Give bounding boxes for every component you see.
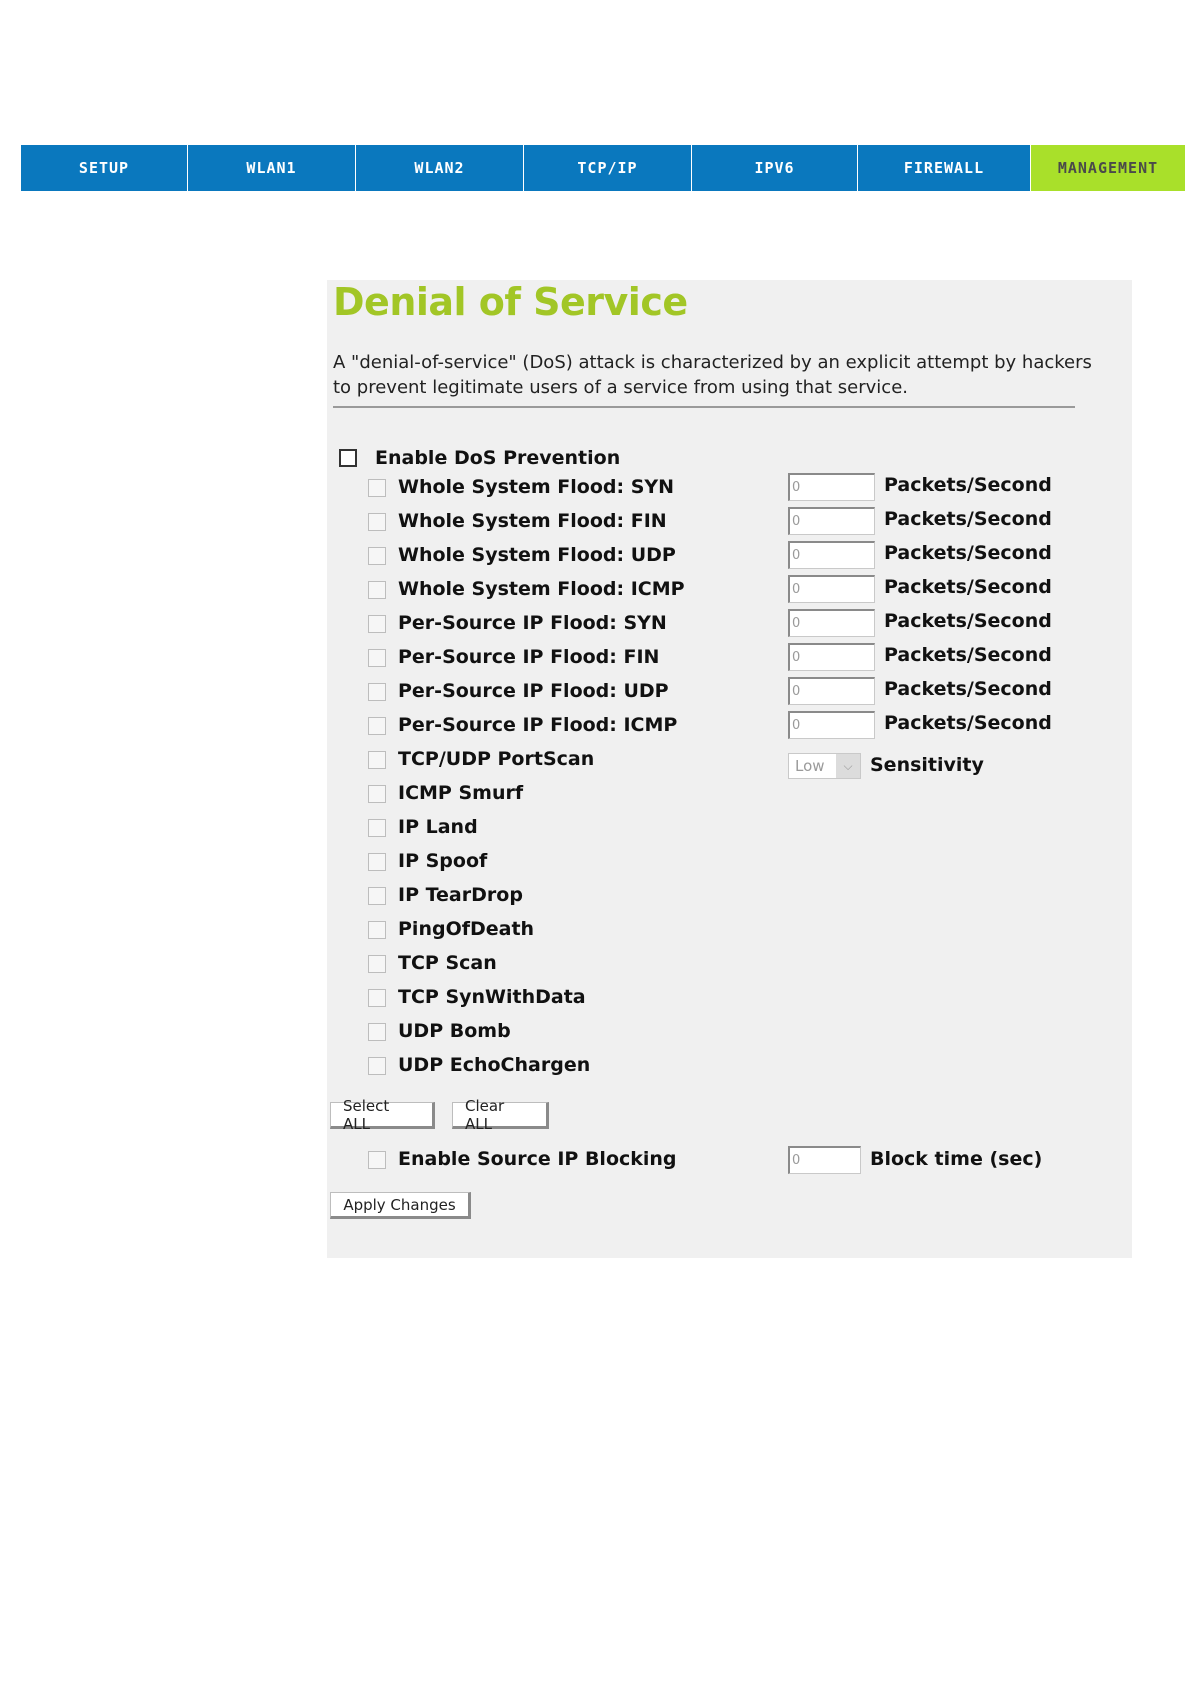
- unit-label: Packets/Second: [884, 474, 1052, 496]
- option-label: UDP Bomb: [398, 1020, 511, 1042]
- src-udp-flood-checkbox[interactable]: [368, 683, 386, 701]
- unit-label: Packets/Second: [884, 576, 1052, 598]
- option-label: IP Spoof: [398, 850, 488, 872]
- option-label: PingOfDeath: [398, 918, 535, 940]
- enable-dos-label: Enable DoS Prevention: [375, 447, 621, 469]
- divider: [333, 406, 1075, 408]
- option-label: UDP EchoChargen: [398, 1054, 591, 1076]
- tab-tcpip[interactable]: TCP/IP: [524, 145, 692, 191]
- icmp-flood-checkbox[interactable]: [368, 581, 386, 599]
- portscan-checkbox[interactable]: [368, 751, 386, 769]
- enable-dos-checkbox[interactable]: [339, 449, 357, 467]
- icmp-smurf-checkbox[interactable]: [368, 785, 386, 803]
- option-label: Whole System Flood: ICMP: [398, 578, 685, 600]
- block-time-input[interactable]: [788, 1146, 861, 1174]
- option-label: Per-Source IP Flood: ICMP: [398, 714, 678, 736]
- unit-label: Packets/Second: [884, 542, 1052, 564]
- option-label: Per-Source IP Flood: FIN: [398, 646, 660, 668]
- select-all-button[interactable]: Select ALL: [330, 1102, 435, 1129]
- page-title: Denial of Service: [333, 280, 688, 324]
- option-label: Whole System Flood: UDP: [398, 544, 676, 566]
- unit-label: Packets/Second: [884, 712, 1052, 734]
- option-label: Whole System Flood: FIN: [398, 510, 667, 532]
- unit-label: Packets/Second: [884, 678, 1052, 700]
- apply-changes-button[interactable]: Apply Changes: [330, 1192, 471, 1219]
- chevron-down-icon: ⌵: [836, 754, 860, 778]
- icmp-flood-input[interactable]: [788, 575, 875, 603]
- page-description: A "denial-of-service" (DoS) attack is characterized by an explicit attempt by hackers to prevent legitimate users of a service from using that service.: [333, 352, 1092, 398]
- tab-management[interactable]: MANAGEMENT: [1031, 145, 1185, 191]
- unit-label: Packets/Second: [884, 610, 1052, 632]
- option-label: Per-Source IP Flood: UDP: [398, 680, 669, 702]
- ip-teardrop-checkbox[interactable]: [368, 887, 386, 905]
- src-syn-flood-input[interactable]: [788, 609, 875, 637]
- tab-wlan1[interactable]: WLAN1: [188, 145, 356, 191]
- main-nav: [21, 145, 1185, 191]
- udp-echochargen-checkbox[interactable]: [368, 1057, 386, 1075]
- sensitivity-select[interactable]: [788, 753, 861, 779]
- source-ip-blocking-label: Enable Source IP Blocking: [398, 1148, 677, 1170]
- block-time-label: Block time (sec): [870, 1148, 1043, 1170]
- tab-firewall[interactable]: FIREWALL: [858, 145, 1031, 191]
- tab-ipv6[interactable]: IPV6: [692, 145, 858, 191]
- option-label: TCP SynWithData: [398, 986, 586, 1008]
- src-syn-flood-checkbox[interactable]: [368, 615, 386, 633]
- pingofdeath-checkbox[interactable]: [368, 921, 386, 939]
- option-label: IP Land: [398, 816, 478, 838]
- ip-spoof-checkbox[interactable]: [368, 853, 386, 871]
- tab-wlan2[interactable]: WLAN2: [356, 145, 524, 191]
- option-label: Per-Source IP Flood: SYN: [398, 612, 667, 634]
- udp-bomb-checkbox[interactable]: [368, 1023, 386, 1041]
- unit-label: Packets/Second: [884, 644, 1052, 666]
- fin-flood-checkbox[interactable]: [368, 513, 386, 531]
- udp-flood-input[interactable]: [788, 541, 875, 569]
- tcp-synwithdata-checkbox[interactable]: [368, 989, 386, 1007]
- src-icmp-flood-checkbox[interactable]: [368, 717, 386, 735]
- src-udp-flood-input[interactable]: [788, 677, 875, 705]
- syn-flood-checkbox[interactable]: [368, 479, 386, 497]
- option-label: Whole System Flood: SYN: [398, 476, 675, 498]
- tcp-scan-checkbox[interactable]: [368, 955, 386, 973]
- fin-flood-input[interactable]: [788, 507, 875, 535]
- clear-all-button[interactable]: Clear ALL: [452, 1102, 549, 1129]
- source-ip-blocking-checkbox[interactable]: [368, 1151, 386, 1169]
- sensitivity-label: Sensitivity: [870, 754, 984, 776]
- unit-label: Packets/Second: [884, 508, 1052, 530]
- option-label: TCP Scan: [398, 952, 497, 974]
- src-fin-flood-checkbox[interactable]: [368, 649, 386, 667]
- src-icmp-flood-input[interactable]: [788, 711, 875, 739]
- sensitivity-value: Low: [795, 757, 825, 775]
- option-label: TCP/UDP PortScan: [398, 748, 595, 770]
- option-label: IP TearDrop: [398, 884, 523, 906]
- tab-setup[interactable]: SETUP: [21, 145, 188, 191]
- syn-flood-input[interactable]: [788, 473, 875, 501]
- option-label: ICMP Smurf: [398, 782, 524, 804]
- ip-land-checkbox[interactable]: [368, 819, 386, 837]
- dos-panel: [327, 280, 1132, 1258]
- udp-flood-checkbox[interactable]: [368, 547, 386, 565]
- enable-dos-row: [339, 446, 620, 470]
- src-fin-flood-input[interactable]: [788, 643, 875, 671]
